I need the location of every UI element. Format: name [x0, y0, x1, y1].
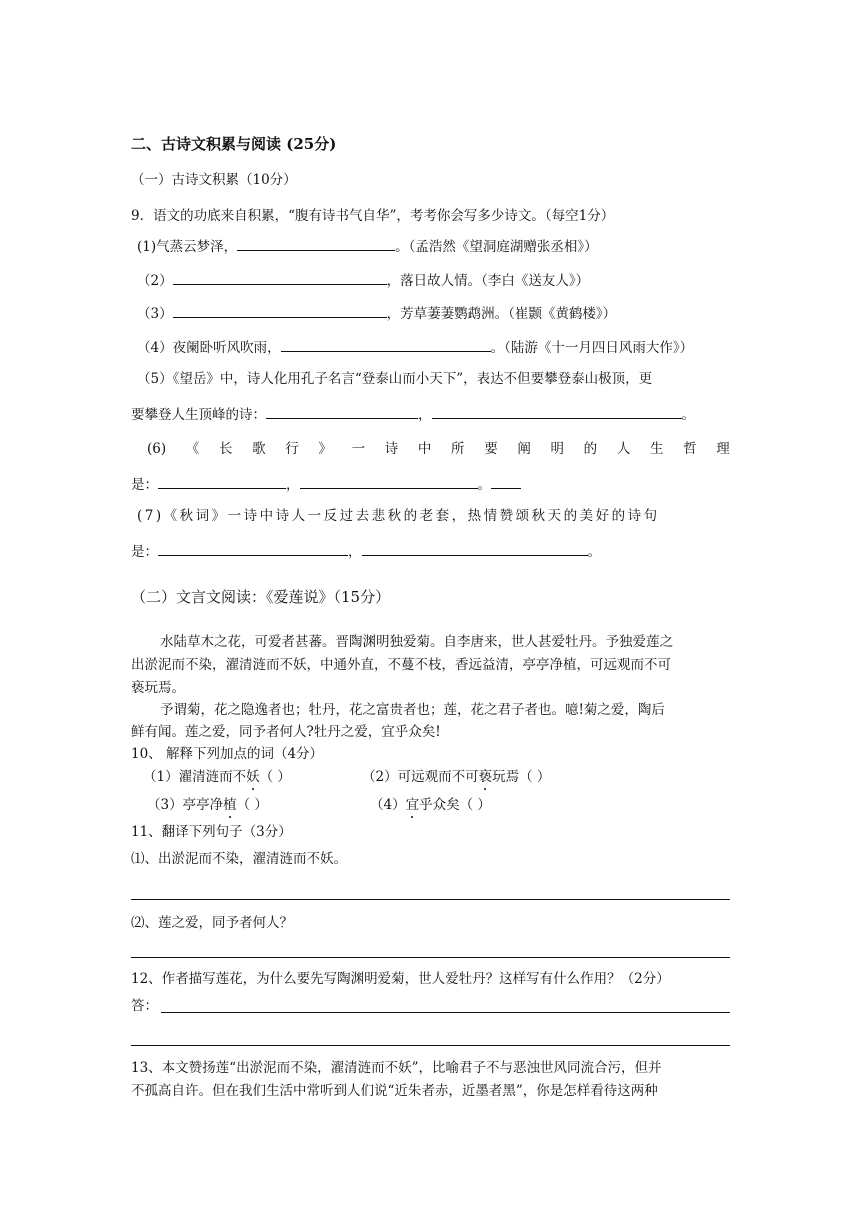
- blank-1[interactable]: [237, 236, 395, 251]
- passage-line: 鲜有闻。莲之爱，同予者何人?牡丹之爱，宜乎众矣!: [131, 724, 441, 740]
- answer-line[interactable]: [131, 899, 730, 900]
- item-6-char: 歌: [252, 441, 266, 457]
- item-5-end: 。: [681, 407, 695, 423]
- item-3-prefix: （3）: [137, 306, 173, 322]
- item-6-char: 的: [583, 441, 598, 457]
- item-2-suffix: ，落日故人情。（李白《送友人》）: [386, 273, 590, 289]
- item-6-char: 》: [318, 441, 332, 457]
- item-7-line2: [131, 541, 601, 561]
- blank-4[interactable]: [281, 337, 491, 352]
- item-4-prefix: （4）夜阑卧听风吹雨，: [137, 340, 281, 356]
- item-6-char: 《: [185, 441, 200, 457]
- q10-item-2-text: （2）可远观而不可: [362, 769, 479, 785]
- part1-title: （一）古诗文积累（10分）: [131, 172, 297, 188]
- q10-item-4-answer[interactable]: 乎众矣（ ）: [419, 797, 491, 813]
- item-2-prefix: （2）: [137, 273, 173, 289]
- item-5-line2: [131, 404, 695, 424]
- item-7-sep: ，: [348, 544, 362, 560]
- blank-3[interactable]: [173, 303, 387, 318]
- dotted-word: 妖: [246, 769, 260, 785]
- item-3: [137, 303, 616, 323]
- item-6-line2: [131, 474, 521, 494]
- blank-2[interactable]: [173, 270, 387, 285]
- item-6-char: 行: [285, 441, 299, 457]
- dotted-word: 宜: [405, 797, 420, 813]
- item-5-line1: （5）《望岳》中，诗人化用孔子名言“登泰山而小天下”，表达不但要攀登泰山极顶，更: [137, 371, 653, 387]
- item-6-char: 一: [351, 441, 366, 457]
- section-title: 二、古诗文积累与阅读 (25分): [131, 135, 337, 153]
- item-6-end: 。: [477, 477, 491, 493]
- item-1: [137, 236, 598, 256]
- q11-sentence-2: ⑵、莲之爱，同予者何人？: [131, 915, 293, 931]
- blank-7b[interactable]: [362, 541, 588, 556]
- passage-line: 水陆草木之花，可爱者甚蕃。晋陶渊明独爱菊。自李唐来，世人甚爱牡丹。予独爱莲之: [160, 634, 673, 650]
- question-12: 12、作者描写莲花，为什么要先写陶渊明爱菊，世人爱牡丹？这样写有什么作用？（2分）: [131, 971, 670, 987]
- q10-item-3: [147, 796, 268, 814]
- item-7-end: 。: [587, 544, 601, 560]
- item-6-char: 人: [616, 441, 631, 457]
- blank-6b[interactable]: [300, 474, 478, 489]
- passage-line: 出淤泥而不染，濯清涟而不妖，中通外直，不蔓不枝，香远益清，亭亭净植，可远观而不可: [131, 657, 671, 673]
- passage-line: 予谓菊，花之隐逸者也；牡丹，花之富贵者也；莲，花之君子者也。噫!菊之爱，陶后: [160, 702, 665, 718]
- item-6-char: 生: [649, 441, 664, 457]
- item-2: [137, 270, 589, 290]
- item-6-char: 要: [484, 441, 498, 457]
- answer-line[interactable]: [131, 957, 730, 958]
- q13-line2: 不孤高自许。但在我们生活中常听到人们说“近朱者赤，近墨者黑”，你是怎样看待这两种: [131, 1083, 658, 1099]
- blank-5b[interactable]: [432, 404, 682, 419]
- q13-line1: 13、本文赞扬莲“出淤泥而不染，濯清涟而不妖”，比喻君子不与恶浊世风同流合污，但并: [131, 1060, 662, 1076]
- q10-item-2: [362, 768, 550, 786]
- q10-item-1-answer[interactable]: （ ）: [259, 769, 291, 785]
- item-4: [137, 337, 693, 357]
- item-1-prefix: (1)气蒸云梦泽，: [137, 239, 238, 255]
- item-6-char: 长: [218, 441, 233, 457]
- item-7-prefix: 是：: [131, 544, 158, 560]
- q11-sentence-1: ⑴、出淤泥而不染，濯清涟而不妖。: [131, 851, 347, 867]
- dotted-word: 亵: [478, 769, 493, 785]
- passage-line: 亵玩焉。: [131, 680, 185, 696]
- item-5-sep: ，: [418, 407, 432, 423]
- q10-item-3-text: （3）亭亭净: [147, 797, 224, 813]
- item-6-char: 哲: [683, 441, 697, 457]
- answer-line[interactable]: [161, 1012, 730, 1013]
- blank-5a[interactable]: [266, 404, 418, 419]
- q10-item-3-answer[interactable]: （ ）: [236, 797, 268, 813]
- part2-title: （二）文言文阅读：《爱莲说》（15分）: [131, 588, 391, 606]
- item-6-line1: [147, 440, 730, 458]
- item-1-suffix: 。（孟浩然《望洞庭湖赠张丞相》）: [395, 239, 598, 255]
- q10-item-2-answer[interactable]: 玩焉（ ）: [492, 769, 551, 785]
- item-6-char: 阐: [517, 441, 531, 457]
- dotted-word: 植: [223, 797, 237, 813]
- q10-item-1-text: （1）濯清涟而不: [143, 769, 247, 785]
- item-5-prefix: 要攀登人生顶峰的诗：: [131, 407, 266, 423]
- answer-line[interactable]: [131, 1045, 730, 1046]
- q10-item-4: [370, 796, 491, 814]
- question-11: 11、翻译下列句子（3分）: [131, 824, 292, 840]
- q12-answer-label: 答：: [131, 998, 158, 1014]
- item-4-suffix: 。（陆游《十一月四日风雨大作》）: [490, 340, 694, 356]
- q10-item-4-text: （4）: [370, 797, 406, 813]
- q10-item-1: [143, 768, 291, 786]
- item-6-char: 明: [550, 441, 564, 457]
- item-6-sep: ，: [286, 477, 300, 493]
- blank-6a[interactable]: [158, 474, 286, 489]
- item-6-char: 理: [716, 441, 730, 457]
- item-6-char: 所: [451, 441, 465, 457]
- item-6-prefix: 是：: [131, 477, 158, 493]
- item-6-char: 中: [417, 441, 432, 457]
- question-10: 10、 解释下列加点的词（4分）: [131, 746, 324, 762]
- item-6-char: 诗: [384, 441, 399, 457]
- item-3-suffix: ，芳草萋萋鹦鹉洲。（崔颢《黄鹤楼》）: [386, 306, 617, 322]
- item-6-char: (6): [147, 441, 167, 457]
- blank-7a[interactable]: [158, 541, 348, 556]
- question-9: 9．语文的功底来自积累，“腹有诗书气自华”，考考你会写多少诗文。（每空1分）: [131, 208, 615, 224]
- blank-6c[interactable]: [491, 474, 521, 489]
- item-7-line1: (7)《秋词》一诗中诗人一反过去悲秋的老套，热情赞颂秋天的美好的诗句: [137, 508, 660, 524]
